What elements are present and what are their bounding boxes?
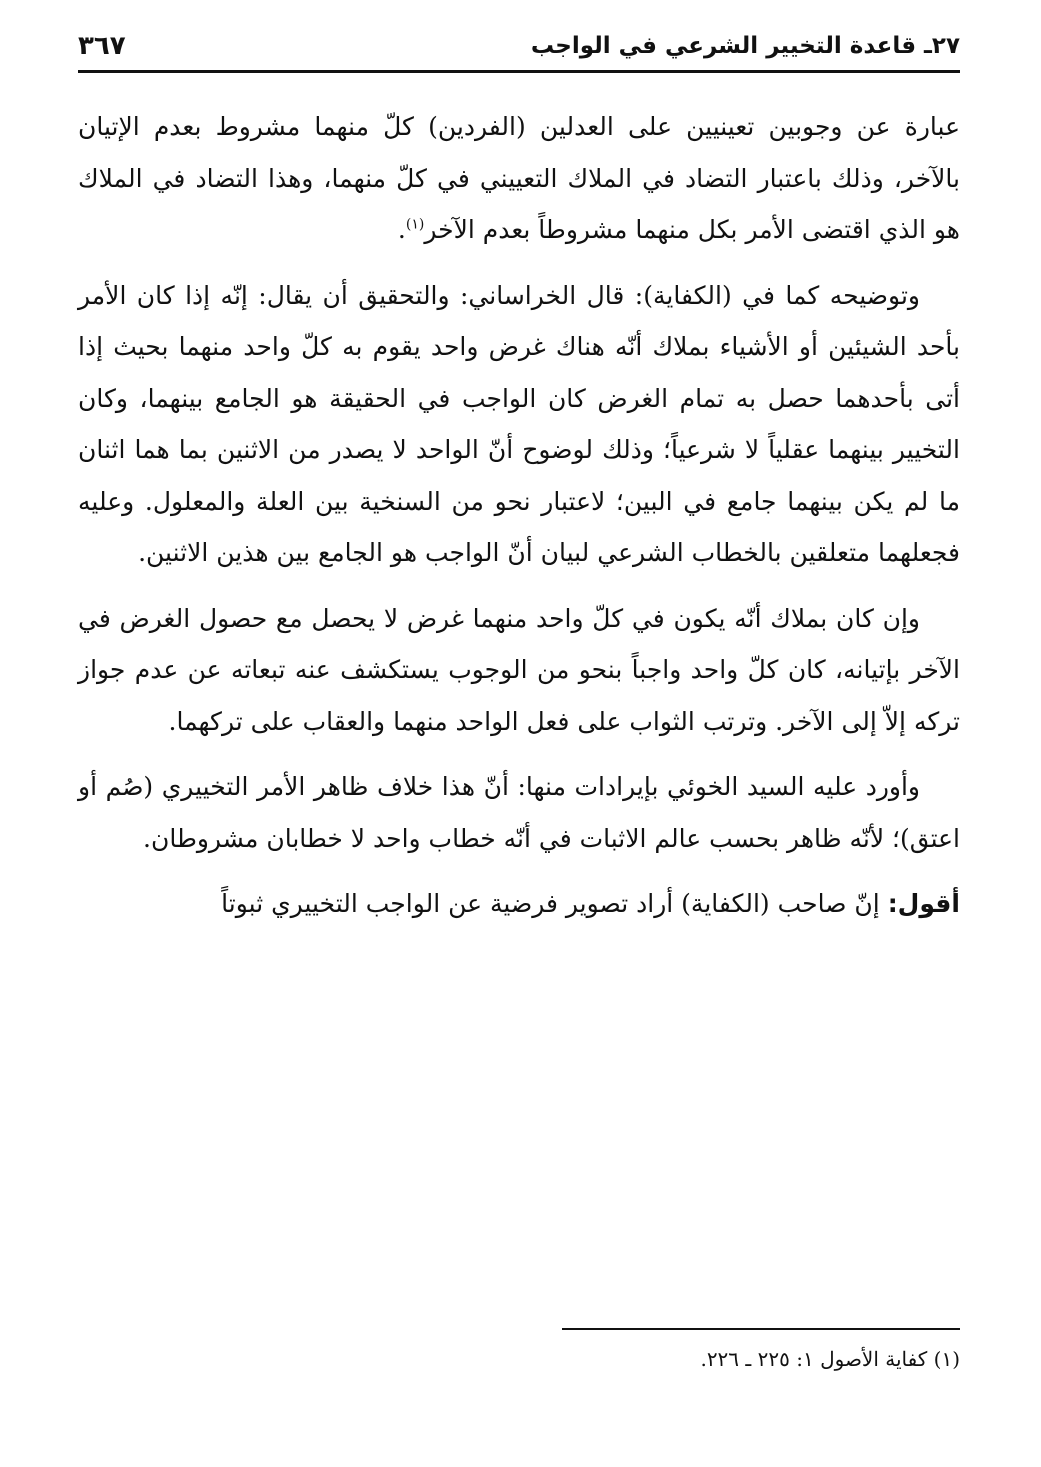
paragraph-1 (78, 101, 960, 256)
paragraph-1-end: . (397, 215, 406, 244)
chapter-title: ٢٧ـ قاعدة التخيير الشرعي في الواجب (530, 33, 960, 59)
footnote-reference[interactable]: (١) (405, 216, 425, 233)
paragraph-1-text: عبارة عن وجوبين تعينيين على العدلين (الفردين) كلّ منهما مشروط بعدم الإتيان بالآخر، وذلك باعتبار التضاد في الملاك التعييني في كلّ منهما، وهذا التضاد في الملاك هو الذي اقتضى الأمر بكل منهما مشروطاً بعدم الآخر (78, 112, 960, 244)
page-number: ٣٦٧ (78, 31, 126, 61)
paragraph-5-text: إنّ صاحب (الكفاية) أراد تصوير فرضية عن الواجب التخييري ثبوتاً (221, 889, 888, 918)
paragraph-3: وإن كان بملاك أنّه يكون في كلّ واحد منهما غرض لا يحصل مع حصول الغرض في الآخر بإتيانه، كان كلّ واحد واجباً بنحو من الوجوب يستكشف عنه تبعاته عن عدم جواز تركه إلاّ إلى الآخر. وترتب الثواب على فعل الواحد منهما والعقاب على تركهما. (78, 603, 960, 736)
paragraph-5-lead: أقول: (887, 889, 960, 918)
paragraph-4: وأورد عليه السيد الخوئي بإيرادات منها: أنّ هذا خلاف ظاهر الأمر التخييري (صُم أو اعتق)؛ لأنّه ظاهر بحسب عالم الاثبات في أنّه خطاب واحد لا خطابان مشروطان. (78, 772, 960, 853)
document-page (78, 22, 960, 1442)
footnote-divider (562, 1328, 960, 1330)
paragraph-2: وتوضيحه كما في (الكفاية): قال الخراساني: والتحقيق أن يقال: إنّه إذا كان الأمر بأحد الشيئين أو الأشياء بملاك أنّه هناك غرض واحد يقوم به كلّ واحد منهما بحيث إذا أتى بأحدهما حصل به تمام الغرض كان الواجب في الحقيقة هو الجامع بينهما، وكان التخيير بينهما عقلياً لا شرعياً؛ وذلك لوضوح أنّ الواحد لا يصدر من الاثنين بما هما اثنان ما لم يكن بينهما جامع في البين؛ لاعتبار نحو من السنخية بين العلة والمعلول. وعليه فجعلهما متعلقين بالخطاب الشرعي لبيان أنّ الواجب هو الجامع بين هذين الاثنين. (78, 280, 960, 567)
paragraph-5 (78, 878, 960, 930)
footnote: (١) كفاية الأصول ١: ٢٢٥ ـ ٢٢٦. (700, 1347, 960, 1371)
page-body (78, 101, 960, 930)
running-header (78, 22, 960, 73)
